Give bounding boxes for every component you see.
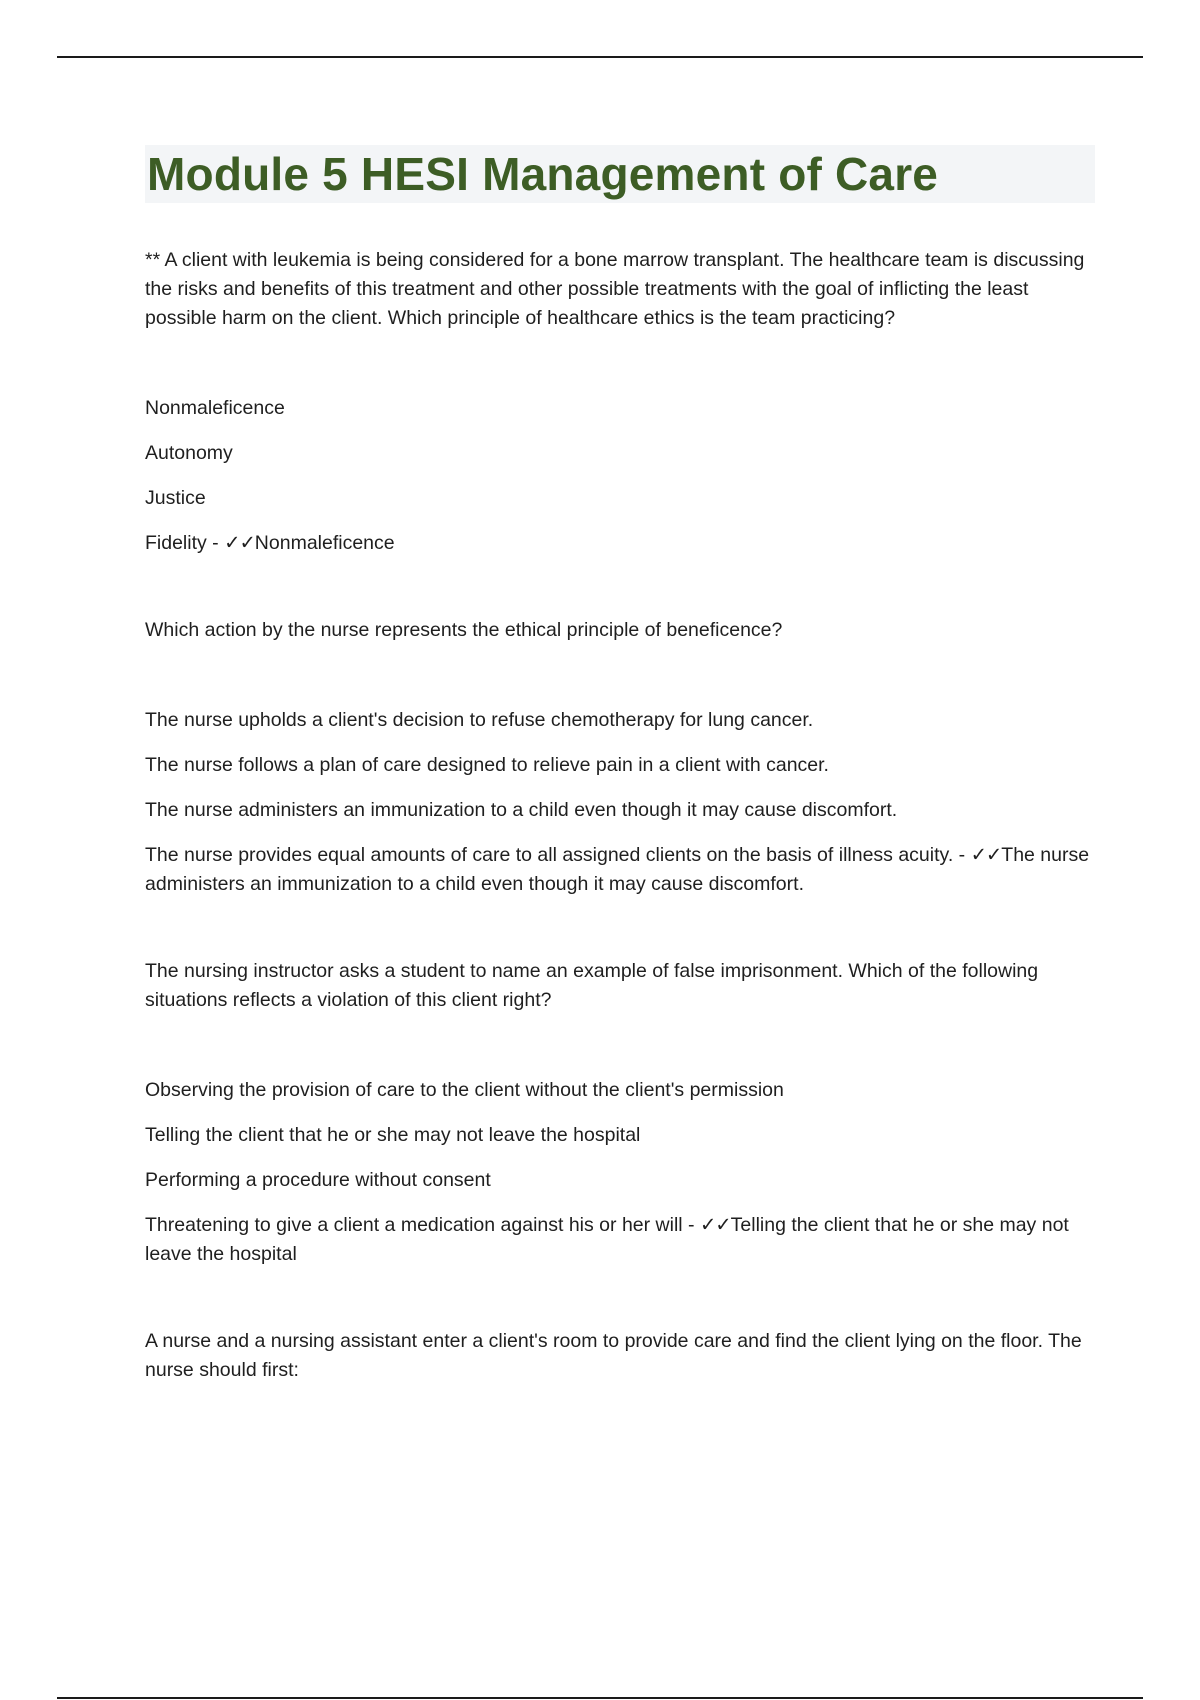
option-text: Threatening to give a client a medication against his or her will - — [145, 1214, 700, 1236]
option-list — [145, 1076, 1095, 1269]
answer-text: Nonmaleficence — [254, 532, 395, 554]
answer-check-icon: ✓✓ — [224, 532, 255, 554]
answer-text: The nurse administers an immunization to a child even though it may cause discomfort. — [145, 844, 1090, 895]
answer-check-icon: ✓✓ — [970, 844, 1002, 866]
option-item: Autonomy — [145, 442, 233, 464]
question-text: A nurse and a nursing assistant enter a client's room to provide care and find the client lying on the floor. The nurse should first: — [145, 1330, 1082, 1381]
question-block-1 — [145, 246, 1095, 558]
answer-check-icon: ✓✓ — [699, 1214, 731, 1236]
question-text: ** A client with leukemia is being considered for a bone marrow transplant. The healthcare team is discussing the risks and benefits of this treatment and other possible treatments with the goal of inflicting the least possible harm on the client. Which principle of healthcare ethics is the team practicing? — [145, 249, 1085, 329]
option-item: Nonmaleficence — [145, 397, 285, 419]
option-text: The nurse provides equal amounts of care to all assigned clients on the basis of illness acuity. - — [145, 844, 971, 866]
question-block-2 — [145, 616, 1095, 899]
title-band — [145, 145, 1095, 203]
footer-rule — [57, 1697, 1143, 1699]
option-item: Telling the client that he or she may not leave the hospital — [145, 1124, 641, 1146]
option-item: Observing the provision of care to the client without the client's permission — [145, 1079, 784, 1101]
option-list — [145, 394, 1095, 558]
option-item: Justice — [145, 487, 206, 509]
question-text: The nursing instructor asks a student to name an example of false imprisonment. Which of the following situations reflects a violation of this client right? — [145, 960, 1039, 1011]
header-rule — [57, 56, 1143, 58]
page-title: Module 5 HESI Management of Care — [147, 148, 939, 200]
option-text: Fidelity - — [145, 532, 225, 554]
option-item-with-answer — [145, 529, 1095, 558]
option-item-with-answer — [145, 841, 1095, 899]
question-block-3 — [145, 957, 1095, 1269]
question-text: Which action by the nurse represents the ethical principle of beneficence? — [145, 619, 783, 641]
option-item-with-answer — [145, 1211, 1095, 1269]
option-list — [145, 706, 1095, 899]
option-item: Performing a procedure without consent — [145, 1169, 491, 1191]
question-block-4 — [145, 1327, 1095, 1385]
document-page — [145, 145, 1095, 1385]
option-item: The nurse administers an immunization to a child even though it may cause discomfort. — [145, 799, 898, 821]
option-item: The nurse follows a plan of care designed to relieve pain in a client with cancer. — [145, 754, 829, 776]
option-item: The nurse upholds a client's decision to refuse chemotherapy for lung cancer. — [145, 709, 814, 731]
answer-text: Telling the client that he or she may not leave the hospital — [145, 1214, 1069, 1265]
